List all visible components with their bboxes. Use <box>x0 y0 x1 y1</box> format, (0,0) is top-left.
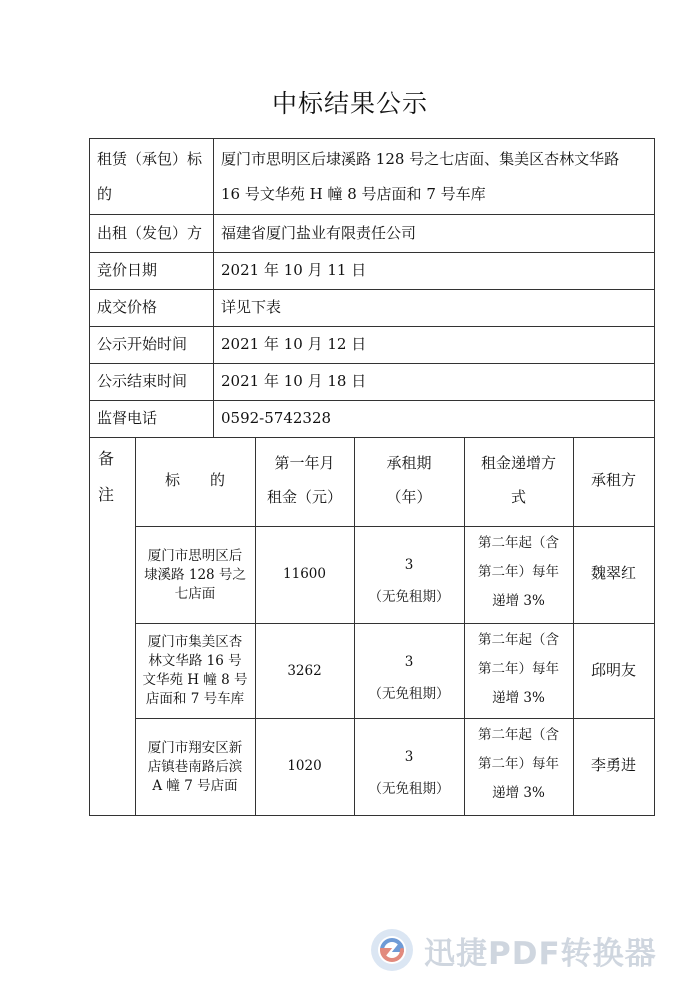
col-header-increase: 租金递增方 <box>480 454 556 472</box>
cell-increase: 第二年起（含 第二年）每年 递增 3% <box>478 535 559 609</box>
cell-rent: 3262 <box>287 663 322 679</box>
row-value-lessor: 福建省厦门盐业有限责任公司 <box>221 224 417 242</box>
row-value-subject-cont: 16 号文华苑 H 幢 8 号店面和 7 号车库 <box>221 185 486 203</box>
row-label-start: 公示开始时间 <box>97 335 188 353</box>
cell-rent: 11600 <box>283 566 326 582</box>
row-label-phone: 监督电话 <box>97 409 158 427</box>
page-title: 中标结果公示 <box>271 89 428 118</box>
note-label-1: 备 <box>98 449 115 468</box>
result-table <box>89 138 655 816</box>
row-label-price: 成交价格 <box>97 298 158 316</box>
cell-subject: 厦门市思明区后 埭溪路 128 号之 七店面 <box>144 548 246 602</box>
watermark <box>368 920 680 980</box>
cell-tenant: 魏翠红 <box>590 564 636 582</box>
row-label-lessor: 出租（发包）方 <box>97 224 203 242</box>
cell-term: 3 （无免租期） <box>368 749 450 797</box>
col-header-subject: 标 的 <box>164 471 225 489</box>
row-value-end: 2021 年 10 月 18 日 <box>221 372 367 390</box>
col-header-term: 承租期 <box>386 454 432 472</box>
row-label-subject: 租赁（承包）标 <box>97 150 203 168</box>
inner-rent-table <box>135 437 655 817</box>
row-value-phone: 0592-5742328 <box>221 409 332 427</box>
col-header-tenant: 承租方 <box>590 471 636 489</box>
row-value-subject: 厦门市思明区后埭溪路 128 号之七店面、集美区杏林文华路 <box>221 150 620 168</box>
row-label-subject-cont: 的 <box>97 185 113 203</box>
cell-tenant: 李勇进 <box>590 756 636 774</box>
cell-tenant: 邱明友 <box>590 661 636 679</box>
pdf-converter-logo-icon <box>368 926 416 974</box>
cell-subject: 厦门市翔安区新 店镇巷南路后滨 A 幢 7 号店面 <box>147 740 243 794</box>
note-label-2: 注 <box>98 485 115 504</box>
cell-term: 3 （无免租期） <box>368 557 450 605</box>
col-header-term-unit: （年） <box>386 488 432 506</box>
watermark-text: 迅捷PDF转换器 <box>424 935 657 972</box>
row-label-end: 公示结束时间 <box>97 372 188 390</box>
cell-subject: 厦门市集美区杏 林文华路 16 号 文华苑 H 幢 8 号 店面和 7 号车库 <box>142 634 248 707</box>
col-header-rent-unit: 租金（元） <box>266 488 342 506</box>
col-header-increase-cont: 式 <box>510 488 526 506</box>
row-label-bid-date: 竞价日期 <box>97 261 158 279</box>
cell-increase: 第二年起（含 第二年）每年 递增 3% <box>478 727 559 801</box>
row-value-start: 2021 年 10 月 12 日 <box>221 335 367 353</box>
cell-term: 3 （无免租期） <box>368 654 450 702</box>
cell-rent: 1020 <box>287 758 322 774</box>
col-header-rent: 第一年月 <box>274 454 335 472</box>
cell-increase: 第二年起（含 第二年）每年 递增 3% <box>478 632 559 706</box>
row-value-bid-date: 2021 年 10 月 11 日 <box>221 261 367 279</box>
row-value-price: 详见下表 <box>221 298 282 316</box>
